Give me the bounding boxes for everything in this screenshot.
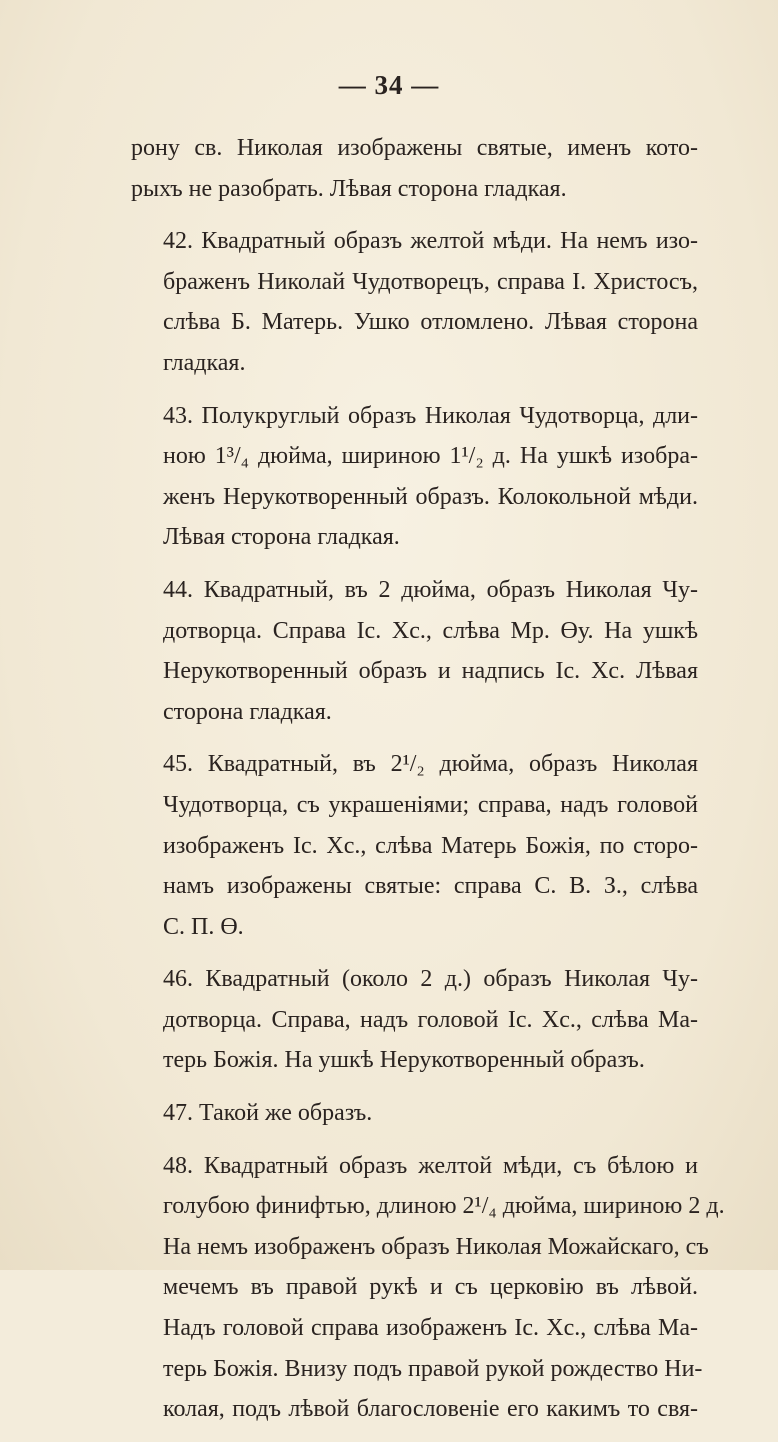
paragraph: [131, 128, 698, 209]
text-line: ною 1³/₄ дюйма, шириною 1¹/₂ д. На ушкѣ изобра-: [163, 443, 698, 470]
text-line: терь Божія. На ушкѣ Нерукотворенный образъ.: [163, 1047, 645, 1074]
text-line: колая, подъ лѣвой благословеніе его какимъ то свя-: [163, 1396, 698, 1423]
paragraph-42: [131, 221, 698, 383]
paragraph-47: [131, 1093, 698, 1134]
body-text: [131, 128, 725, 1442]
text-line: Нерукотворенный образъ и надпись Іс. Хс. Лѣвая: [163, 658, 698, 685]
text-line: 46. Квадратный (около 2 д.) образъ Николая Чу-: [163, 966, 698, 993]
text-line: С. П. Ө.: [163, 913, 244, 940]
text-line: 42. Квадратный образъ желтой мѣди. На немъ изо-: [163, 228, 698, 255]
text-line: голубою финифтью, длиною 2¹/₄ дюйма, шириною 2 д.: [163, 1193, 725, 1220]
text-line: 45. Квадратный, въ 2¹/₂ дюйма, образъ Николая: [163, 751, 698, 778]
paragraph-48: [131, 1146, 725, 1430]
paragraph-43: [131, 396, 698, 558]
text-line: терь Божія. Внизу подъ правой рукой рождество Ни-: [163, 1355, 703, 1382]
text-line: 44. Квадратный, въ 2 дюйма, образъ Николая Чу-: [163, 576, 698, 603]
text-line: гладкая.: [163, 349, 246, 376]
text-line: Чудотворца, съ украшеніями; справа, надъ головой: [163, 791, 698, 818]
text-line: дотворца. Справа Іс. Хс., слѣва Мр. Өу. На ушкѣ: [163, 617, 698, 644]
text-line: рыхъ не разобрать. Лѣвая сторона гладкая.: [131, 175, 567, 202]
paragraph-46: [131, 959, 698, 1081]
text-line: 43. Полукруглый образъ Николая Чудотворца, дли-: [163, 402, 698, 429]
text-line: женъ Нерукотворенный образъ. Колокольной мѣди.: [163, 483, 698, 510]
text-line: рону св. Николая изображены святые, именъ кото-: [131, 135, 698, 161]
text-line: Надъ головой справа изображенъ Іс. Хс., слѣва Ма-: [163, 1315, 698, 1342]
text-line: На немъ изображенъ образъ Николая Можайскаго, съ: [163, 1233, 709, 1260]
text-line: мечемъ въ правой рукѣ и съ церковію въ лѣвой.: [163, 1274, 698, 1301]
paragraph-44: [131, 570, 698, 732]
text-line: сторона гладкая.: [163, 698, 332, 725]
text-line: 48. Квадратный образъ желтой мѣди, съ бѣлою и: [163, 1152, 698, 1179]
page-number: — 34 —: [338, 70, 440, 100]
paragraph-45: [131, 744, 698, 947]
text-line: Лѣвая сторона гладкая.: [163, 524, 400, 551]
text-line: браженъ Николай Чудотворецъ, справа I. Христосъ,: [163, 268, 698, 295]
text-line: изображенъ Іс. Хс., слѣва Матерь Божія, по сторо-: [163, 832, 698, 859]
text-line: слѣва Б. Матерь. Ушко отломлено. Лѣвая сторона: [163, 309, 698, 336]
text-line: дотворца. Справа, надъ головой Іс. Хс., слѣва Ма-: [163, 1006, 698, 1033]
text-line: намъ изображены святые: справа С. В. З., слѣва: [163, 873, 698, 900]
text-line: 47. Такой же образъ.: [163, 1100, 373, 1127]
